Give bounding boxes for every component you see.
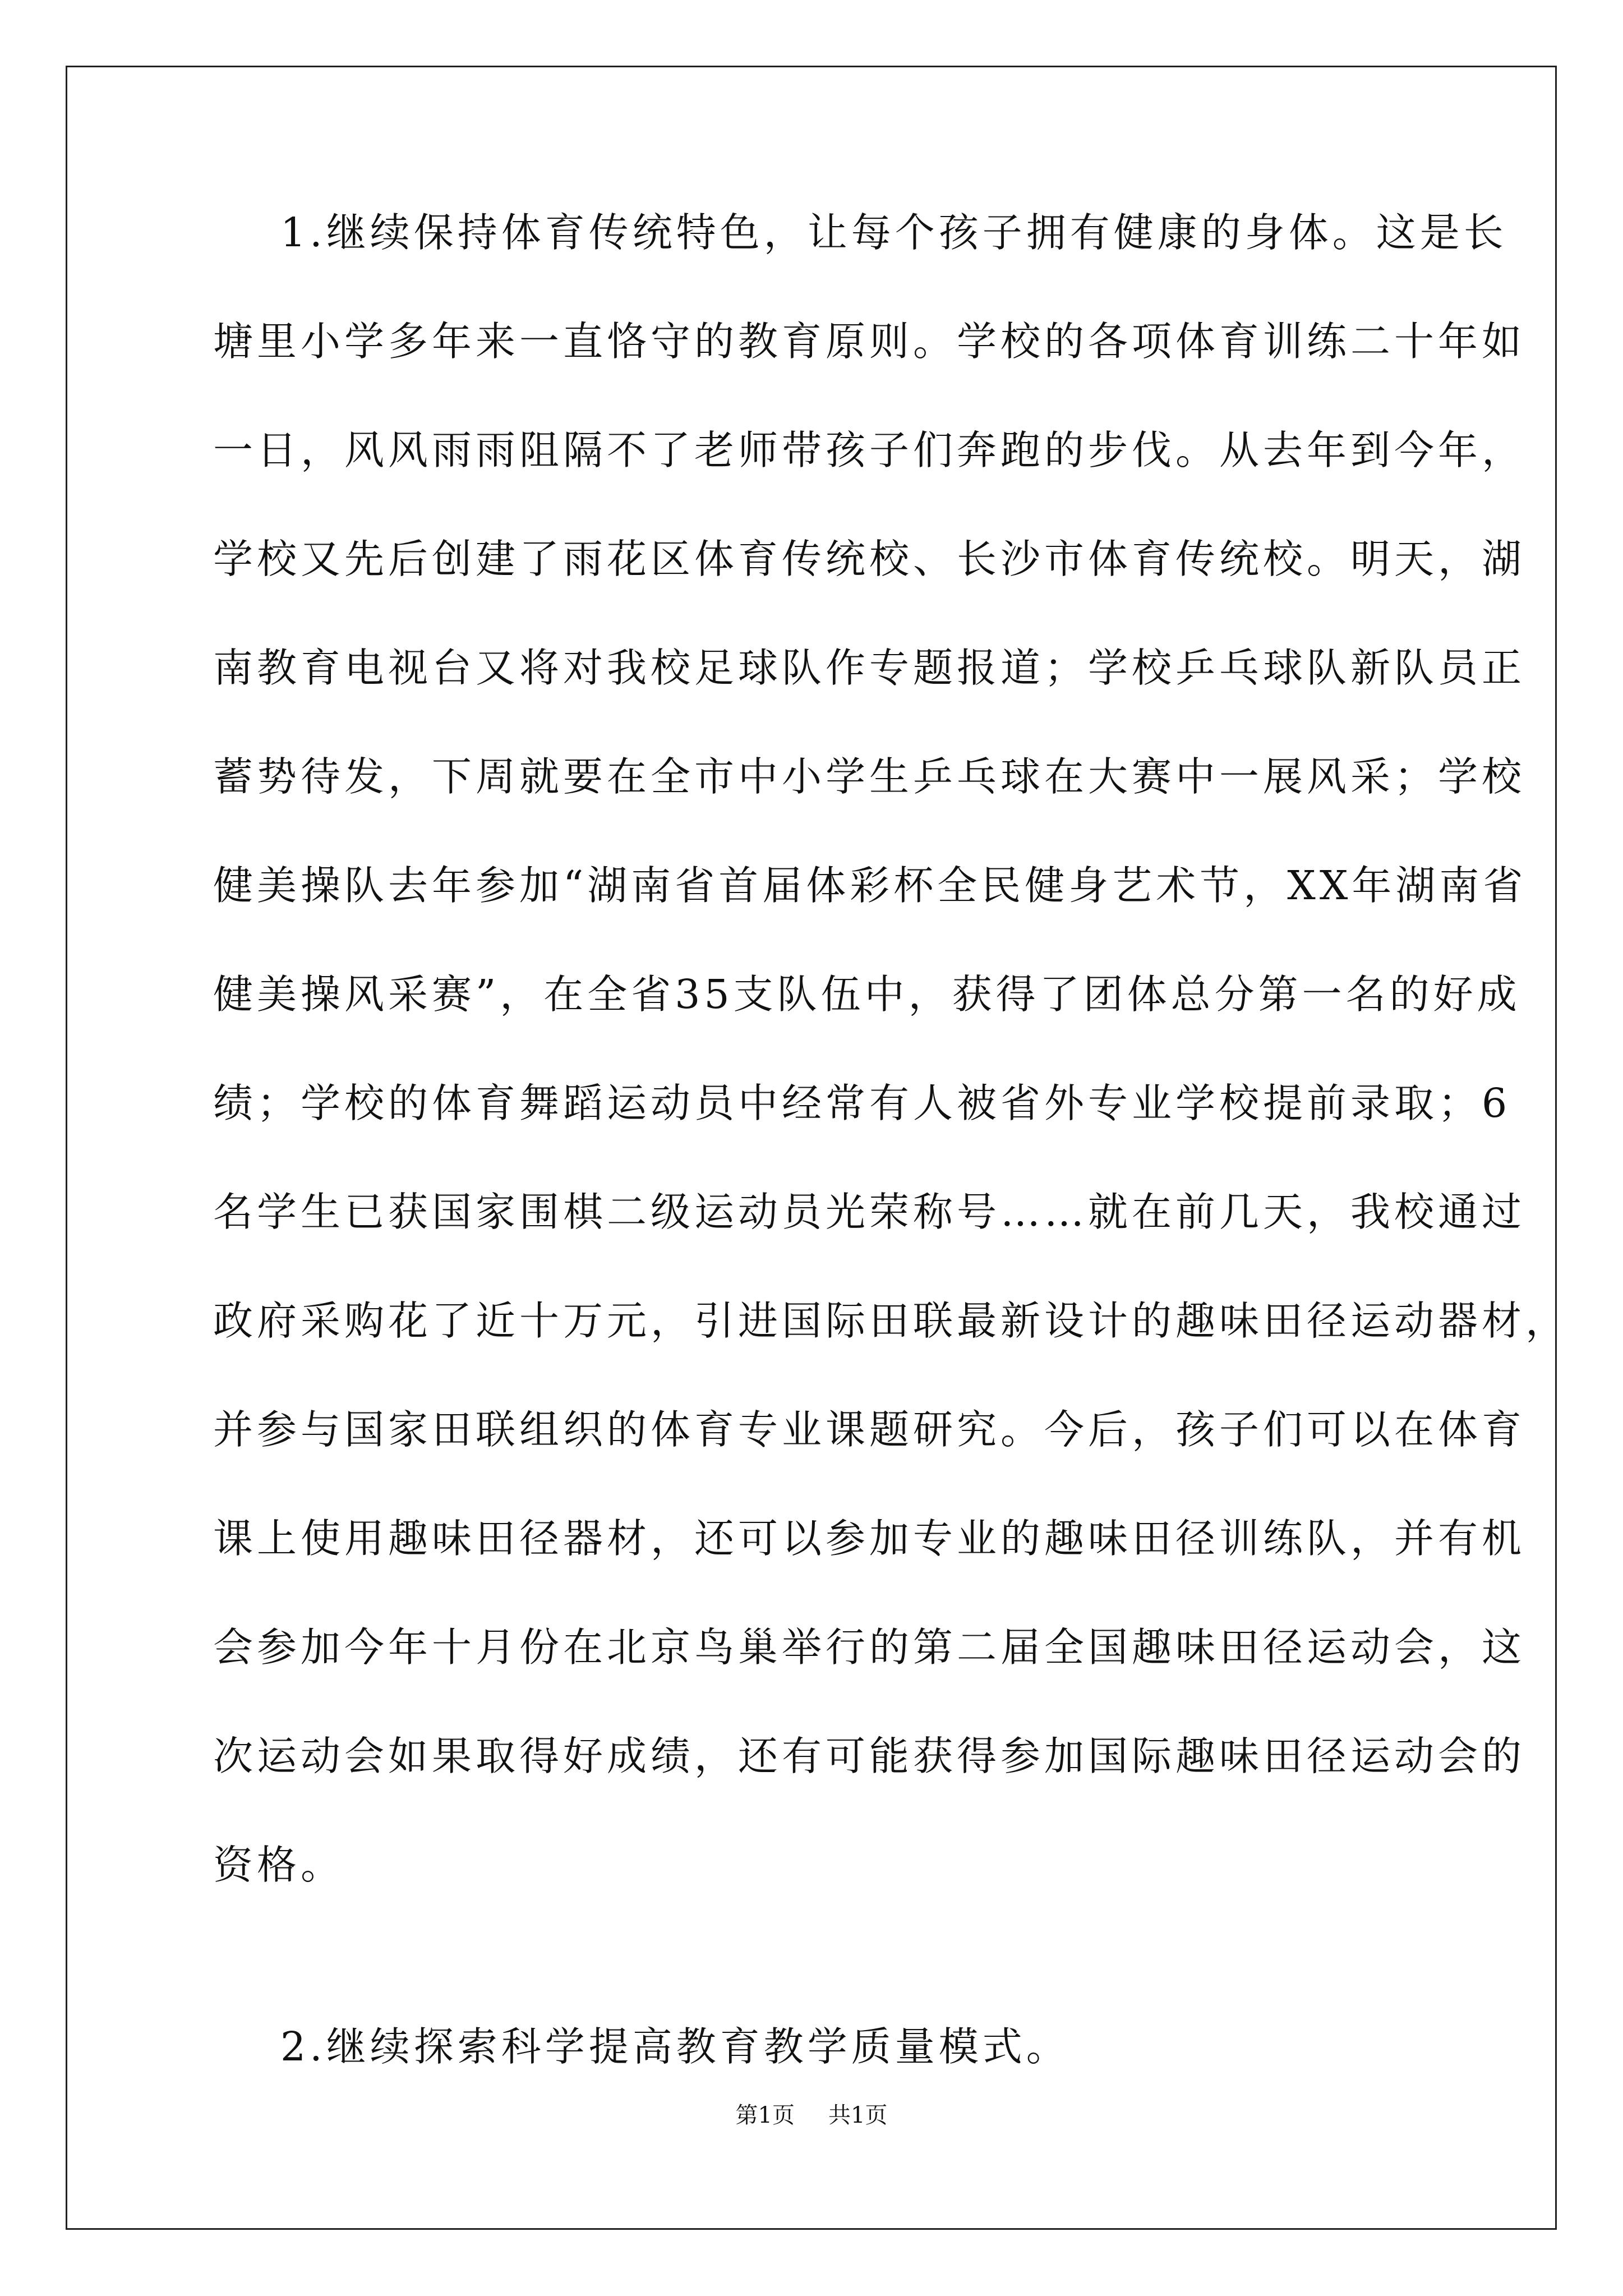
paragraph-line: 健美操风采赛”，在全省35支队伍中，获得了团体总分第一名的好成 [213, 971, 1521, 1018]
paragraph-line: 南教育电视台又将对我校足球队作专题报道；学校乒乓球队新队员正 [213, 645, 1526, 691]
paragraph-line: 名学生已获国家围棋二级运动员光荣称号……就在前几天，我校通过 [213, 1189, 1526, 1235]
paragraph-line: 次运动会如果取得好成绩，还有可能获得参加国际趣味田径运动会的 [213, 1733, 1526, 1779]
paragraph-line: 学校又先后创建了雨花区体育传统校、长沙市体育传统校。明天，湖 [213, 536, 1526, 582]
document-body [213, 178, 1570, 2101]
paragraph-line: 绩；学校的体育舞蹈运动员中经常有人被省外专业学校提前录取；6 [213, 1080, 1511, 1126]
paragraph-line: 政府采购花了近十万元，引进国际田联最新设计的趣味田径运动器材， [213, 1297, 1570, 1344]
paragraph-line: 蓄势待发，下周就要在全市中小学生乒乓球在大赛中一展风采；学校 [213, 753, 1526, 800]
paragraph-gap [213, 1920, 1424, 1993]
paragraph-line: 资格。 [213, 1842, 345, 1888]
page-footer [0, 2097, 1623, 2129]
paragraph-line: 2.继续探索科学提高教育教学质量模式。 [280, 2023, 1070, 2070]
paragraph-line: 健美操队去年参加“湖南省首届体彩杯全民健身艺术节，XX年湖南省 [213, 862, 1527, 909]
paragraph-1 [213, 178, 1570, 1920]
paragraph-line: 1.继续保持体育传统特色，让每个孩子拥有健康的身体。这是长 [280, 209, 1507, 256]
page-number-total: 共1页 [828, 2102, 888, 2128]
paragraph-line: 课上使用趣味田径器材，还可以参加专业的趣味田径训练队，并有机 [213, 1515, 1526, 1562]
paragraph-2 [213, 1993, 1424, 2101]
page-number-current: 第1页 [735, 2102, 795, 2128]
paragraph-line: 塘里小学多年来一直恪守的教育原则。学校的各项体育训练二十年如 [213, 318, 1526, 365]
paragraph-line: 一日，风风雨雨阻隔不了老师带孩子们奔跑的步伐。从去年到今年， [213, 427, 1526, 473]
paragraph-line: 会参加今年十月份在北京鸟巢举行的第二届全国趣味田径运动会，这 [213, 1624, 1526, 1671]
paragraph-line: 并参与国家田联组织的体育专业课题研究。今后，孩子们可以在体育 [213, 1406, 1526, 1453]
